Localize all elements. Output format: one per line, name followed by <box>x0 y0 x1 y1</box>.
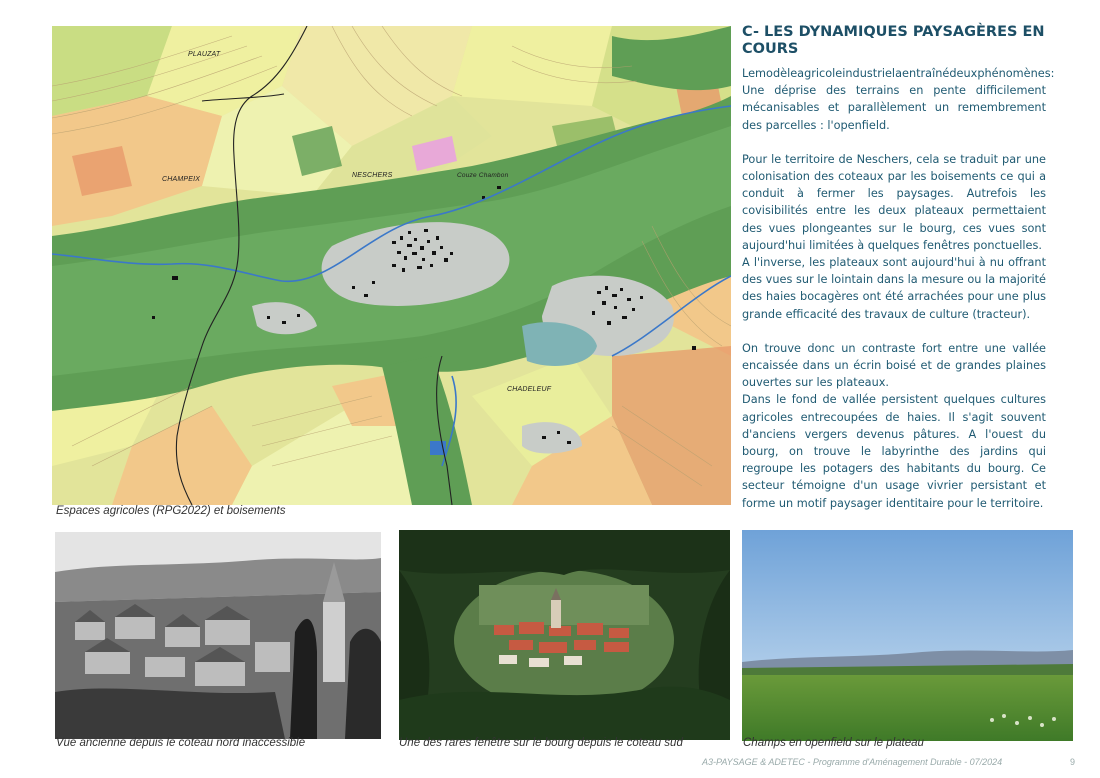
photo-village-window <box>399 530 730 740</box>
photo-2-caption: Une des rares fenêtre sur le bourg depuis le coteau sud <box>399 737 683 749</box>
footer-credit: A3-PAYSAGE & ADETEC - Programme d'Aménagement Durable - 07/2024 <box>702 757 1003 767</box>
page-number: 9 <box>1070 757 1076 767</box>
paragraph-1: Lemodèleagricoleindustrielaentraînédeuxphénomènes: Une déprise des terrains en pente difficilement mécanisables et parallèlement un remembrement des parcelles : l'openfield. <box>742 67 1055 132</box>
photo-1-caption: Vue ancienne depuis le coteau nord inaccessible <box>56 737 306 749</box>
map-drawing <box>52 26 731 505</box>
paragraph-2: Pour le territoire de Neschers, cela se traduit par une colonisation des coteaux par les boisements ce qui a conduit à fermer les paysages. Autrefois les covisibilités entre les deux plateaux permettaient des vues plongeantes sur le bourg, ces vues sont aujourd'hui limitées à quelques fenêtres ponctuelles. <box>742 152 1046 252</box>
landscape-map <box>52 26 731 505</box>
paragraph-4: On trouve donc un contraste fort entre une vallée encaissée dans un écrin boisé et de grandes plaines ouvertes sur les plateaux. <box>742 341 1046 390</box>
text-column <box>742 24 1055 512</box>
photo-openfield <box>742 530 1073 741</box>
label-neschers: NESCHERS <box>352 172 393 179</box>
paragraph-5: Dans le fond de vallée persistent quelques cultures agricoles entrecoupées de haies. Il s'agit souvent d'anciens vergers devenus pâtures. A l'ouest du bourg, on trouve le labyrinthe des jardins qui regroupe les potagers des habitants du bourg. Ce secteur témoigne d'un usage vivrier persistant et forme un motif paysager identitaire pour le territoire. <box>742 393 1046 510</box>
section-title: C- LES DYNAMIQUES PAYSAGÈRES EN COURS <box>742 24 1045 57</box>
label-plauzat: PLAUZAT <box>188 51 221 58</box>
photo-3-caption: Champs en openfield sur le plateau <box>743 737 924 749</box>
paragraph-3: A l'inverse, les plateaux sont aujourd'hui à nu offrant des vues sur le lointain dans la mesure ou la majorité des haies bocagères ont été arrachées pour une plus grande efficacité des travaux de culture (tracteur). <box>742 256 1046 321</box>
photo-old-view <box>55 532 381 739</box>
map-caption: Espaces agricoles (RPG2022) et boisements <box>56 505 286 517</box>
label-river: Couze Chambon <box>457 172 509 179</box>
label-champeix: CHAMPEIX <box>162 176 201 183</box>
label-chadeleuf: CHADELEUF <box>507 386 552 393</box>
